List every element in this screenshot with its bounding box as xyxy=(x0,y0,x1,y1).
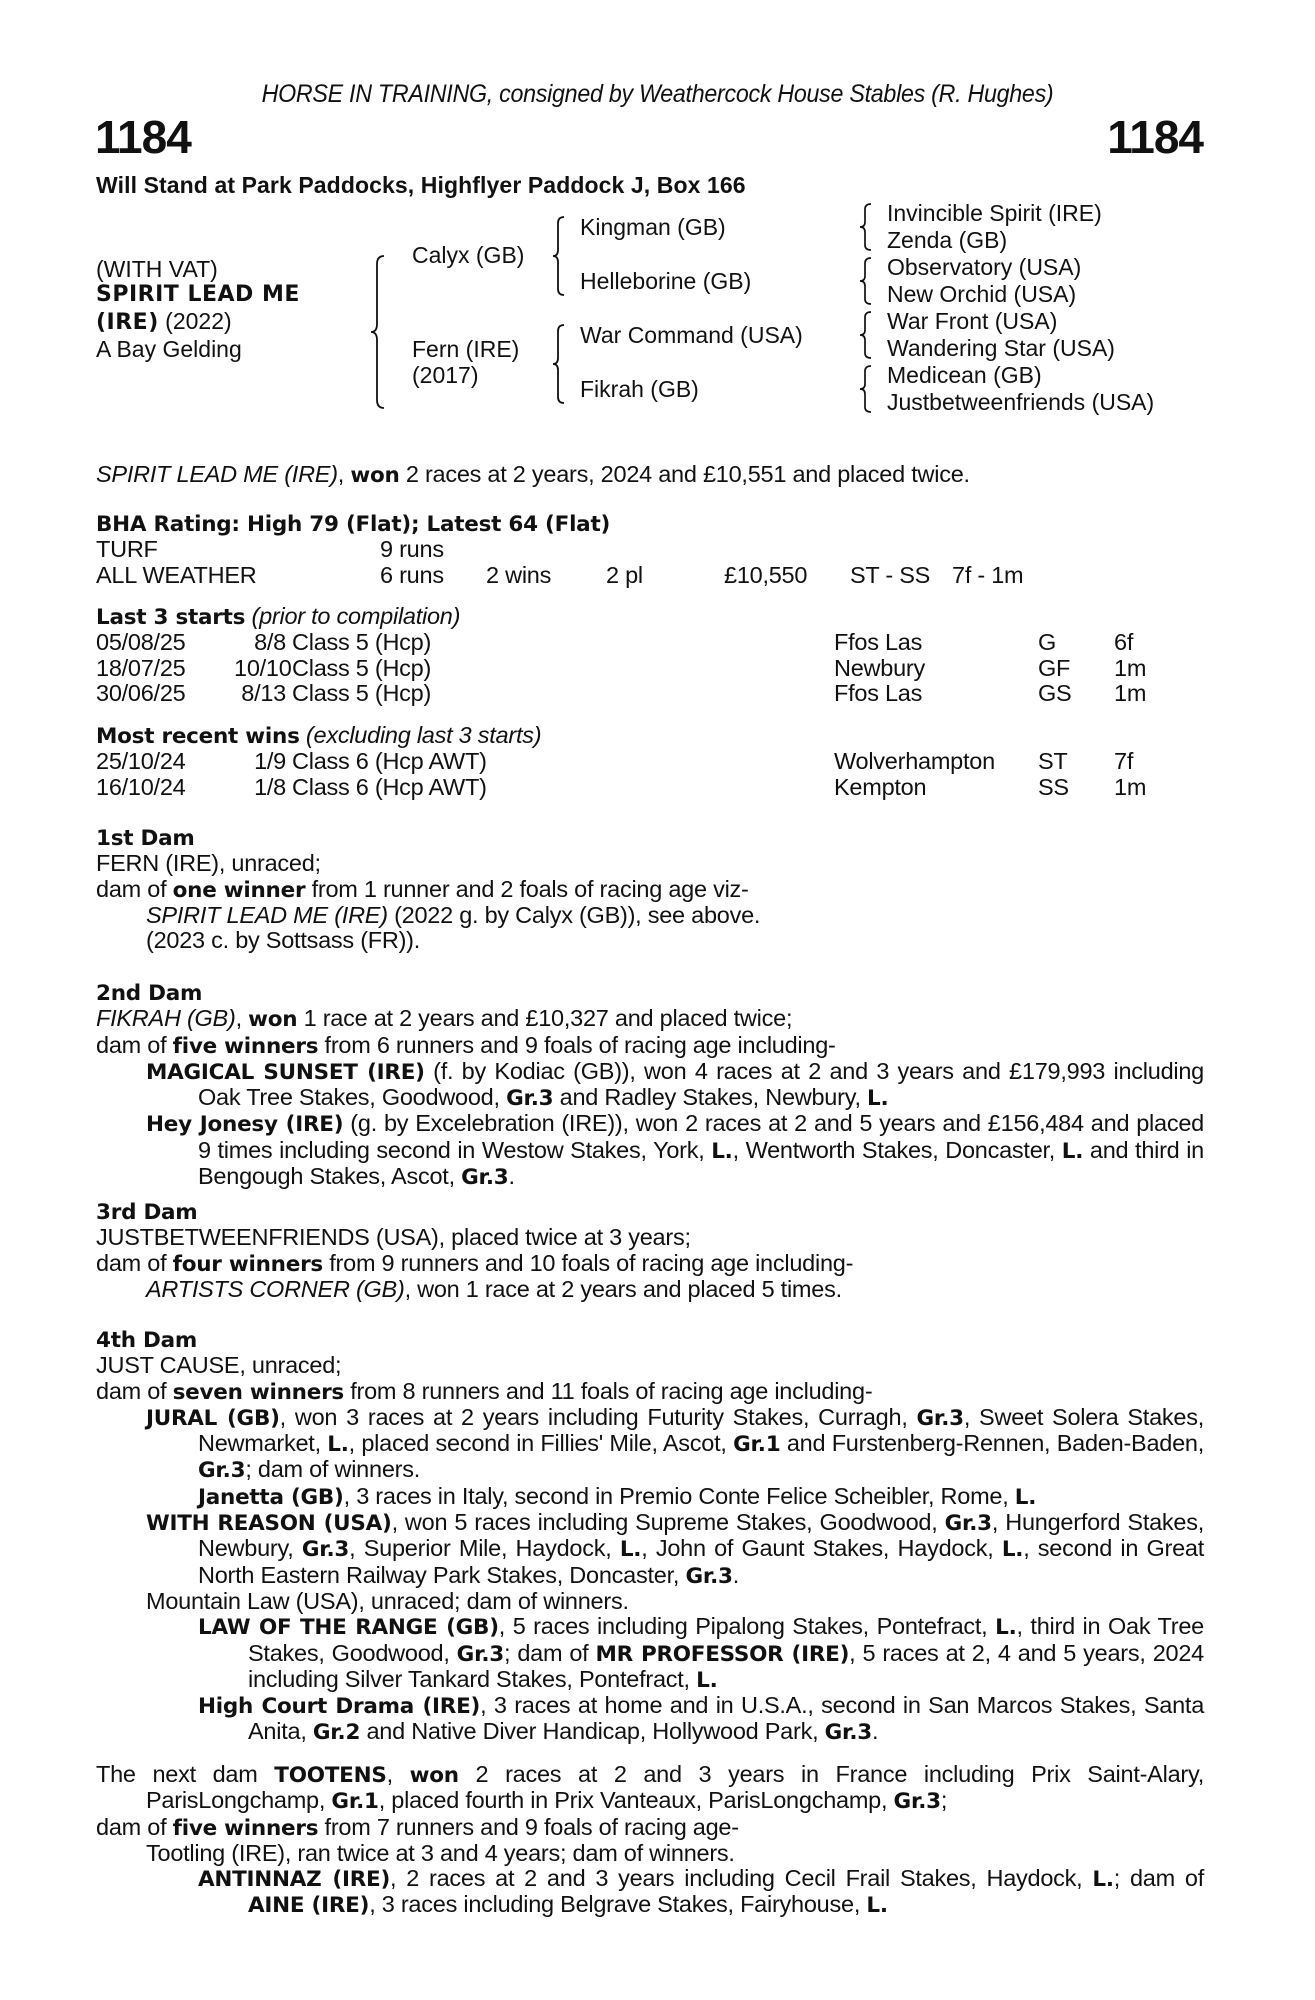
text: dam of xyxy=(96,1813,173,1840)
last-starts-section xyxy=(96,604,1204,706)
progeny-entry xyxy=(96,1059,1204,1112)
win-class: Class 6 (Hcp AWT) xyxy=(292,748,487,775)
first-dam-heading: 1st Dam xyxy=(96,826,195,851)
third-dam-heading: 3rd Dam xyxy=(96,1200,198,1225)
recent-wins-section xyxy=(96,723,1204,800)
pedigree-g3-5: War Front (USA) xyxy=(887,308,1058,334)
grade: Gr.3 xyxy=(944,1511,992,1537)
start-row xyxy=(96,656,1204,681)
grade: Gr.3 xyxy=(198,1458,246,1484)
text: ; dam of xyxy=(1113,1865,1204,1892)
vat-label: (WITH VAT) xyxy=(96,256,218,282)
dam-name: FIKRAH (GB) xyxy=(96,1005,236,1032)
grade: Gr.1 xyxy=(733,1432,781,1458)
grade: Gr.3 xyxy=(506,1086,554,1112)
text: , 2 races at 2 and 3 years including Cecil Frail Stakes, Haydock, xyxy=(390,1865,1093,1892)
text: and Native Diver Handicap, Hollywood Park, xyxy=(360,1718,825,1745)
grade: Gr.3 xyxy=(456,1641,504,1667)
win-course: Wolverhampton xyxy=(834,748,995,775)
pedigree-dam xyxy=(412,336,519,388)
text: dam of xyxy=(96,875,173,902)
start-position: 10/10 xyxy=(234,654,292,681)
text: , 3 races in Italy, second in Premio Conte Felice Scheibler, Rome, xyxy=(343,1482,1015,1509)
progeny-entry xyxy=(96,1277,1204,1302)
winners-count: seven winners xyxy=(172,1379,344,1405)
grade: Gr.3 xyxy=(461,1165,509,1191)
text: 2 races at 2 and 3 years in France including Prix Saint-Alary, ParisLongchamp, xyxy=(146,1761,1205,1814)
grade: Gr.3 xyxy=(685,1563,733,1589)
text: , 5 races including Pipalong Stakes, Pontefract, xyxy=(498,1613,996,1640)
win-position: 1/8 xyxy=(254,773,286,800)
horse-description: A Bay Gelding xyxy=(96,336,242,362)
win-going: ST xyxy=(1038,748,1068,775)
rating-surface: ALL WEATHER xyxy=(96,561,257,588)
fourth-dam-name: JUST CAUSE, unraced; xyxy=(96,1352,342,1379)
next-dam-produce xyxy=(96,1815,1204,1841)
start-course: Newbury xyxy=(834,654,925,681)
text: and Radley Stakes, Newbury, xyxy=(553,1084,868,1111)
progeny-name: AINE (IRE) xyxy=(248,1893,370,1919)
text: ; xyxy=(940,1787,948,1814)
pedigree-brace-g3-1 xyxy=(858,202,874,252)
text: ; dam of xyxy=(503,1639,596,1666)
grade: Gr.3 xyxy=(301,1537,350,1563)
first-dam-produce xyxy=(96,877,1204,903)
rating-distance: 7f - 1m xyxy=(952,561,1024,588)
win-row xyxy=(96,775,1204,800)
text: . xyxy=(508,1163,515,1190)
start-row xyxy=(96,630,1204,655)
text: , Sweet Solera Stakes, Newmarket, xyxy=(198,1403,1204,1457)
start-position: 8/8 xyxy=(254,629,286,656)
dam-name: TOOTENS xyxy=(274,1763,387,1788)
start-course: Ffos Las xyxy=(834,629,923,656)
pedigree-g3-3: Observatory (USA) xyxy=(887,254,1082,280)
rating-section xyxy=(96,512,1204,588)
grade: L. xyxy=(696,1667,718,1693)
consignment-line: HORSE IN TRAINING, consigned by Weathercock House Stables (R. Hughes) xyxy=(261,80,1054,108)
text: , xyxy=(386,1761,410,1787)
grade: Gr.2 xyxy=(312,1720,361,1746)
win-distance: 1m xyxy=(1114,773,1147,800)
pedigree-brace-dam xyxy=(550,323,568,405)
text: , 3 races including Belgrave Stakes, Fairyhouse, xyxy=(369,1891,867,1918)
horse-year: (2022) xyxy=(158,308,232,334)
recent-wins-heading: Most recent wins xyxy=(96,724,300,749)
start-distance: 1m xyxy=(1114,654,1147,681)
pedigree-brace-g3-4 xyxy=(858,364,874,414)
second-dam-heading: 2nd Dam xyxy=(96,981,203,1006)
pedigree-brace-g3-2 xyxy=(858,256,874,306)
text: from 8 runners and 11 foals of racing age including- xyxy=(343,1377,873,1404)
win-distance: 7f xyxy=(1114,748,1134,775)
text: , 3 races at home and in U.S.A., second in San Marcos Stakes, Santa Anita, xyxy=(248,1692,1205,1745)
summary-text: 2 races at 2 years, 2024 and £10,551 and placed twice. xyxy=(399,461,970,487)
text: , Wentworth Stakes, Doncaster, xyxy=(732,1136,1062,1163)
win-class: Class 6 (Hcp AWT) xyxy=(292,773,487,800)
progeny-name: Janetta (GB) xyxy=(198,1484,344,1510)
grade: L. xyxy=(1092,1867,1114,1893)
progeny-entry: Mountain Law (USA), unraced; dam of winners. xyxy=(146,1587,629,1614)
text: , xyxy=(235,1005,249,1032)
pedigree-dam-year: (2017) xyxy=(412,362,479,388)
text: dam of xyxy=(96,1031,173,1058)
progeny-name: WITH REASON (USA) xyxy=(146,1511,392,1537)
progeny-entry xyxy=(96,1510,1204,1589)
summary-won: won xyxy=(350,463,400,488)
text: . xyxy=(871,1718,879,1745)
grade: L. xyxy=(866,1893,888,1919)
rating-row xyxy=(96,563,1204,588)
summary-horse-name: SPIRIT LEAD ME (IRE) xyxy=(96,461,338,487)
progeny-entry xyxy=(96,1614,1204,1693)
text: , Hungerford Stakes, Newbury, xyxy=(198,1509,1205,1562)
pedigree-brace-sire xyxy=(550,215,568,297)
winners-count: one winner xyxy=(172,877,306,903)
pedigree-sire: Calyx (GB) xyxy=(412,242,525,268)
text: ; dam of winners. xyxy=(245,1456,420,1483)
fourth-dam-section xyxy=(96,1328,1204,1746)
grade: L. xyxy=(619,1537,642,1563)
pedigree-g3-7: Medicean (GB) xyxy=(887,362,1042,388)
rating-prize: £10,550 xyxy=(724,561,808,588)
progeny-entry: Tootling (IRE), ran twice at 3 and 4 years; dam of winners. xyxy=(146,1839,735,1866)
lot-number-left: 1184 xyxy=(95,111,191,163)
grade: Gr.3 xyxy=(916,1405,964,1431)
first-dam-name: FERN (IRE), unraced; xyxy=(96,850,321,877)
progeny-name: ANTINNAZ (IRE) xyxy=(198,1867,391,1893)
text: from 6 runners and 9 foals of racing age including- xyxy=(318,1031,836,1058)
horse-name: SPIRIT LEAD ME xyxy=(96,282,300,307)
rating-placed: 2 pl xyxy=(606,561,643,588)
grade: L. xyxy=(867,1086,889,1112)
win-course: Kempton xyxy=(834,773,927,800)
text: , 5 races at 2, 4 and 5 years, 2024 including Silver Tankard Stakes, Pontefract, xyxy=(248,1639,1204,1692)
win-going: SS xyxy=(1038,773,1069,800)
third-dam-name: JUSTBETWEENFRIENDS (USA), placed twice at 3 years; xyxy=(96,1224,691,1251)
pedigree-sire-sire: Kingman (GB) xyxy=(580,214,726,240)
win-position: 1/9 xyxy=(254,748,286,775)
progeny-entry xyxy=(96,1484,1204,1510)
lot-number-right: 1184 xyxy=(1107,111,1203,163)
rating-runs: 6 runs xyxy=(380,561,444,588)
start-distance: 1m xyxy=(1114,679,1147,706)
rating-wins: 2 wins xyxy=(486,561,552,588)
grade: Gr.3 xyxy=(824,1720,872,1746)
grade: L. xyxy=(995,1615,1017,1641)
text: , won 3 races at 2 years including Futurity Stakes, Curragh, xyxy=(279,1403,917,1430)
start-position: 8/13 xyxy=(241,679,286,706)
first-dam-section xyxy=(96,826,1204,953)
next-dam-section xyxy=(96,1762,1204,1919)
second-dam-section xyxy=(96,981,1204,1190)
grade: L. xyxy=(1061,1138,1084,1164)
text: and third in Bengough Stakes, Ascot, xyxy=(198,1136,1204,1190)
start-going: G xyxy=(1038,629,1057,656)
second-dam-record xyxy=(96,1006,1204,1032)
text: dam of xyxy=(96,1249,173,1276)
grade: Gr.3 xyxy=(893,1789,941,1815)
start-distance: 6f xyxy=(1114,629,1134,656)
recent-wins-note: (excluding last 3 starts) xyxy=(299,722,542,748)
pedigree-g3-8: Justbetweenfriends (USA) xyxy=(887,389,1155,415)
pedigree-g3-4: New Orchid (USA) xyxy=(887,281,1077,307)
start-class: Class 5 (Hcp) xyxy=(292,629,432,656)
start-date: 05/08/25 xyxy=(96,629,186,656)
text: , third in Oak Tree Stakes, Goodwood, xyxy=(248,1613,1204,1666)
winners-count: four winners xyxy=(172,1251,323,1277)
text: from 1 runner and 2 foals of racing age viz- xyxy=(305,875,749,902)
rating-runs: 9 runs xyxy=(380,536,444,563)
pedigree-g3-6: Wandering Star (USA) xyxy=(887,335,1115,361)
start-class: Class 5 (Hcp) xyxy=(292,679,432,706)
next-dam-record xyxy=(96,1762,1204,1815)
rating-row xyxy=(96,537,1204,562)
last-starts-heading: Last 3 starts xyxy=(96,605,246,630)
grade: L. xyxy=(1001,1537,1024,1563)
win-date: 16/10/24 xyxy=(96,773,186,800)
progeny-entry xyxy=(96,1693,1204,1746)
rating-surface: TURF xyxy=(96,536,158,563)
winners-count: five winners xyxy=(172,1815,319,1841)
text: and Furstenberg-Rennen, Baden-Baden, xyxy=(780,1430,1205,1457)
pedigree-g3-1: Invincible Spirit (IRE) xyxy=(887,200,1102,226)
start-row xyxy=(96,681,1204,706)
start-going: GF xyxy=(1038,654,1071,681)
pedigree-brace-g3-3 xyxy=(858,310,874,360)
progeny-name: LAW OF THE RANGE (GB) xyxy=(198,1615,499,1641)
text: 1 race at 2 years and £10,327 and placed twice; xyxy=(297,1005,793,1032)
progeny-entry xyxy=(96,1111,1204,1190)
start-going: GS xyxy=(1038,679,1072,706)
win-row xyxy=(96,749,1204,774)
horse-identity xyxy=(96,256,300,362)
last-starts-note: (prior to compilation) xyxy=(245,603,461,629)
text: , Superior Mile, Haydock, xyxy=(349,1535,620,1562)
progeny-entry xyxy=(96,903,1204,928)
second-dam-produce xyxy=(96,1033,1204,1059)
progeny-text: (2022 g. by Calyx (GB)), see above. xyxy=(387,901,761,928)
fourth-dam-produce xyxy=(96,1379,1204,1405)
progeny-name: JURAL (GB) xyxy=(146,1405,280,1431)
pedigree-dam-sire: War Command (USA) xyxy=(580,322,803,348)
progeny-entry: (2023 c. by Sottsass (FR)). xyxy=(146,927,421,954)
win-date: 25/10/24 xyxy=(96,748,186,775)
progeny-name: High Court Drama (IRE) xyxy=(198,1694,481,1720)
start-class: Class 5 (Hcp) xyxy=(292,654,432,681)
race-summary: SPIRIT LEAD ME (IRE), won 2 races at 2 years, 2024 and £10,551 and placed twice. xyxy=(96,461,970,488)
text: (f. by Kodiac (GB)), won 4 races at 2 and 3 years and £179,993 including Oak Tree Stakes, Goodwood, xyxy=(198,1057,1205,1111)
progeny-entry xyxy=(96,1866,1204,1919)
progeny-name: Hey Jonesy (IRE) xyxy=(146,1112,344,1138)
text: , placed second in Fillies' Mile, Ascot, xyxy=(348,1430,734,1457)
text: . xyxy=(732,1561,740,1588)
pedigree-sire-dam: Helleborine (GB) xyxy=(580,268,752,294)
pedigree-brace-main xyxy=(368,254,388,410)
text: , John of Gaunt Stakes, Haydock, xyxy=(641,1535,1002,1562)
text: , second in Great North Eastern Railway Park Stakes, Doncaster, xyxy=(198,1535,1205,1588)
pedigree-g3-2: Zenda (GB) xyxy=(887,227,1008,253)
progeny-name: MAGICAL SUNSET (IRE) xyxy=(146,1059,425,1085)
text: dam of xyxy=(96,1377,173,1404)
fourth-dam-heading: 4th Dam xyxy=(96,1328,198,1353)
start-date: 18/07/25 xyxy=(96,654,186,681)
grade: L. xyxy=(711,1138,733,1164)
start-date: 30/06/25 xyxy=(96,679,186,706)
third-dam-section xyxy=(96,1200,1204,1302)
grade: L. xyxy=(1014,1484,1037,1510)
horse-country: (IRE) xyxy=(96,310,159,335)
progeny-entry xyxy=(96,1405,1204,1484)
winners-count: five winners xyxy=(172,1033,319,1059)
pedigree-dam-dam: Fikrah (GB) xyxy=(580,376,699,402)
text: from 9 runners and 10 foals of racing age including- xyxy=(322,1249,854,1276)
won-label: won xyxy=(248,1007,298,1033)
progeny-name: ARTISTS CORNER (GB) xyxy=(146,1275,405,1302)
text: , won 1 race at 2 years and placed 5 times. xyxy=(404,1275,842,1302)
rating-going: ST - SS xyxy=(850,561,931,588)
grade: L. xyxy=(327,1432,349,1458)
text: from 7 runners and 9 foals of racing age- xyxy=(318,1813,739,1840)
grade: Gr.1 xyxy=(331,1789,379,1815)
pedigree-gen3 xyxy=(887,200,1154,416)
stand-location: Will Stand at Park Paddocks, Highflyer Paddock J, Box 166 xyxy=(96,172,746,198)
text: , placed fourth in Prix Vanteaux, ParisLongchamp, xyxy=(378,1787,894,1814)
text: The next dam xyxy=(96,1761,275,1787)
pedigree-dam-name: Fern (IRE) xyxy=(412,336,520,362)
text: , won 5 races including Supreme Stakes, Goodwood, xyxy=(391,1509,945,1536)
text: (g. by Excelebration (IRE)), won 2 races at 2 and 5 years and £156,484 and placed 9 times including second in Westow Stakes, York, xyxy=(198,1110,1204,1163)
won-label: won xyxy=(409,1763,459,1788)
progeny-name: MR PROFESSOR (IRE) xyxy=(595,1641,850,1667)
third-dam-produce xyxy=(96,1251,1204,1277)
rating-heading: BHA Rating: High 79 (Flat); Latest 64 (Flat) xyxy=(96,512,611,537)
progeny-name: SPIRIT LEAD ME (IRE) xyxy=(146,901,388,928)
start-course: Ffos Las xyxy=(834,679,923,706)
